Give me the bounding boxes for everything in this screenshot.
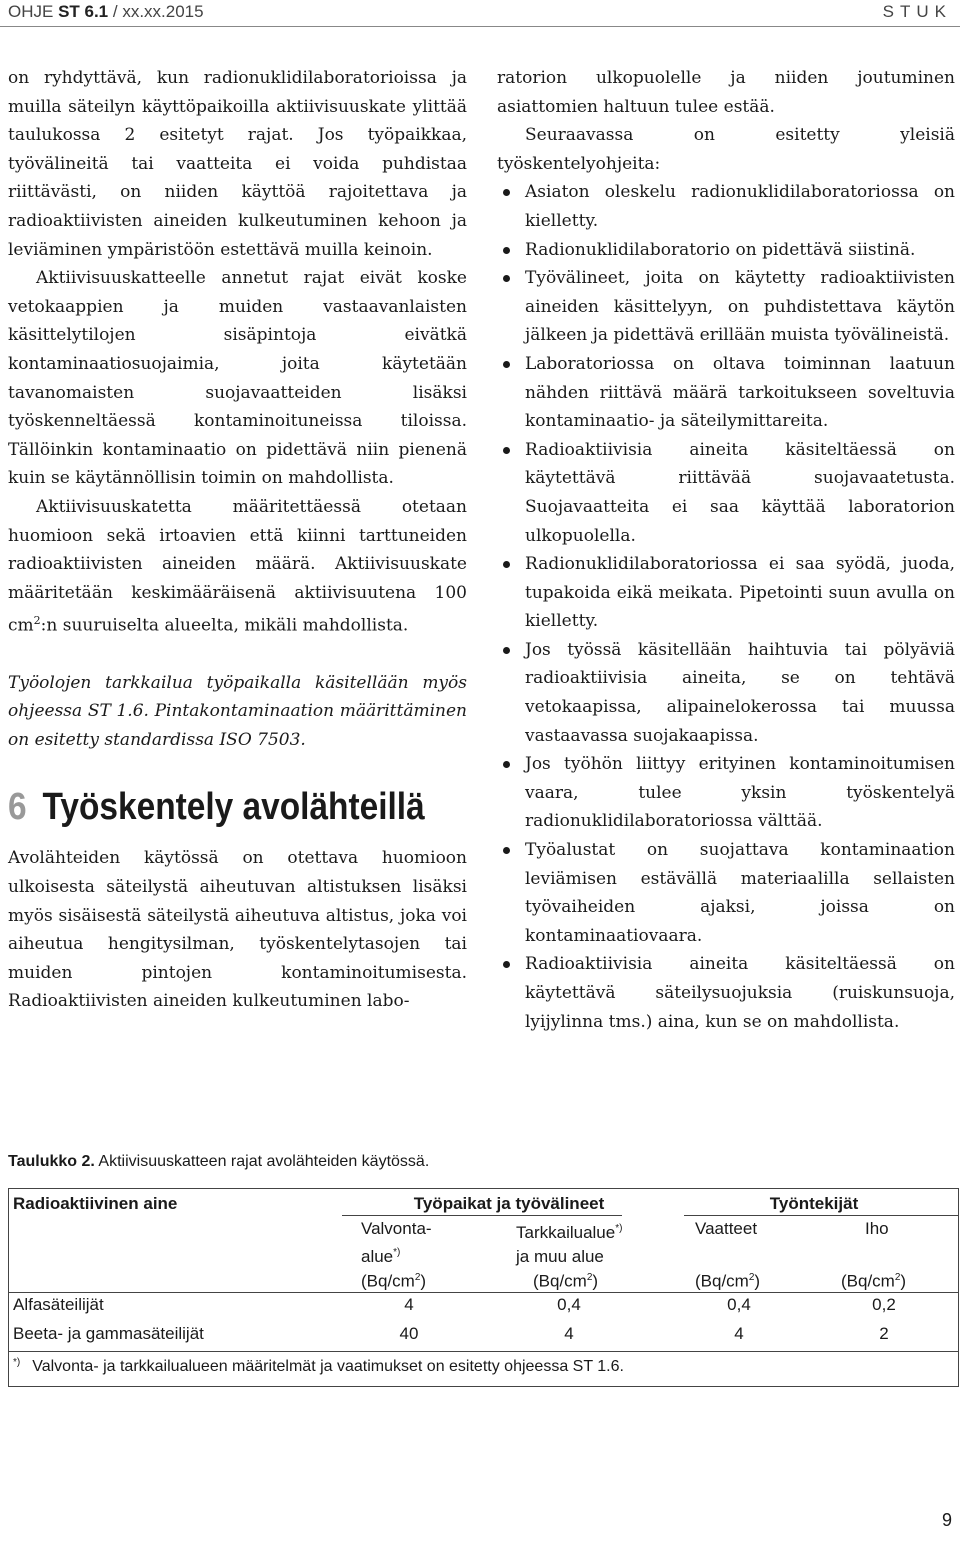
unit-sup: 2 (894, 1272, 901, 1283)
paragraph-text: Aktiivisuuskatetta määritettäessä otetaan huomioon sekä irtoavien että kiinni tarttuneiden radioaktiivisten aineiden määrä. Aktiivisuuskate määritetään keskimääräisenä aktiivisuutena 100 cm (8, 496, 467, 636)
list-item: Radioaktiivisia aineita käsiteltäessä on käytettävä säteilysuojuksia (ruiskunsuoja, lyijylinna tms.) aina, kun se on mahdollista. (497, 950, 955, 1036)
asterisk-mark: *) (615, 1223, 623, 1234)
unit-text: ) (420, 1271, 427, 1291)
unit-label (533, 1266, 598, 1294)
table-cell: 2 (879, 1324, 889, 1343)
header-divider (342, 1215, 622, 1216)
table-cell: 40 (399, 1324, 419, 1343)
list-item: Radionuklidilaboratoriossa ei saa syödä, juoda, tupakoida eikä meikata. Pipetointi suun avulla on kielletty. (497, 550, 955, 636)
list-item: Jos työhön liittyy erityinen kontaminoitumisen vaara, tulee yksin työskentelyä radionuklidilaboratoriossa välttää. (497, 750, 955, 836)
list-item: Asiaton oleskelu radionuklidilaboratoriossa on kielletty. (497, 178, 955, 235)
unit-sup: 2 (586, 1272, 593, 1283)
left-column (8, 64, 467, 1016)
header-publisher: STUK (882, 2, 952, 21)
unit-sup: 2 (414, 1272, 421, 1283)
paragraph: ratorion ulkopuolelle ja niiden joutuminen asiattomien haltuun tulee estää. (497, 68, 955, 117)
table-footnote (13, 1357, 624, 1376)
list-item: Jos työssä käsitellään haihtuvia tai pölyäviä radioaktiivisia aineita, se on tehtävä vetokaapissa, alipainelokerossa tai muussa vastaavassa suojakaapissa. (497, 636, 955, 750)
paragraph (8, 493, 467, 641)
table-caption-text: Aktiivisuuskatteen rajat avolähteiden käytössä. (94, 1153, 430, 1170)
table-caption (8, 1153, 429, 1171)
table-cell: 4 (404, 1295, 414, 1314)
paragraph: Aktiivisuuskatteelle annetut rajat eivät koske vetokaappien ja muiden vastaavanlaisten käsittelytilojen sisäpintoja eivätkä kontaminaatiosuojaimia, joita käytetään tavanomaisten suojavaatteiden lisäksi työskenneltäessä kontaminoituneissa tiloissa. Tällöinkin kontaminaatio on pidettävä niin pienenä kuin se käytännöllisin toimin on mahdollista. (8, 268, 467, 489)
subheader-skin: Iho (865, 1219, 889, 1238)
list-item: Työalustat on suojattava kontaminaation leviämisen estävällä materiaalilla sellaisten työvaiheiden ajaksi, joissa on kontaminaatiovaara. (497, 836, 955, 950)
header-date: / xx.xx.2015 (108, 2, 204, 21)
table-divider (9, 1351, 958, 1352)
footnote-text: Valvonta- ja tarkkailualueen määritelmät ja vaatimukset on esitetty ohjeessa ST 1.6. (32, 1358, 624, 1375)
subheader-line: ja muu alue (516, 1247, 604, 1266)
right-column (497, 64, 955, 1036)
superscript: 2 (33, 614, 41, 628)
unit-text: (Bq/cm (695, 1271, 749, 1291)
unit-text: ) (900, 1271, 907, 1291)
unit-sup: 2 (748, 1272, 755, 1283)
row-name: Beeta- ja gammasäteilijät (13, 1324, 204, 1343)
header-rule (0, 26, 960, 27)
table-divider (9, 1292, 958, 1293)
list-item: Radioaktiivisia aineita käsiteltäessä on käytettävä riittävää suojavaatetusta. Suojavaatteita ei saa käyttää laboratorion ulkopuolella. (497, 436, 955, 550)
reference-note: Työolojen tarkkailua työpaikalla käsitellään myös ohjeessa ST 1.6. Pintakontaminaation määrittäminen on esitetty standardissa ISO 7503. (8, 672, 467, 750)
subheader-line: Tarkkailualue (516, 1223, 616, 1242)
unit-label (695, 1266, 760, 1294)
header-divider (684, 1215, 959, 1216)
header-workers: Työntekijät (769, 1194, 859, 1213)
paragraph: Avolähteiden käytössä on otettava huomioon ulkoisesta säteilystä aiheutuvan altistuksen lisäksi myös sisäisestä säteilystä aiheutuva altistus, joka voi aiheutua hengitysilman, työskentelytasojen tai muiden pintojen kontaminoitumisesta. Radioaktiivisten aineiden kulkeutuminen labo- (8, 848, 467, 1012)
bullet-list (497, 178, 955, 1036)
subheader-control-area (361, 1217, 432, 1269)
page-header (0, 0, 960, 24)
unit-text: (Bq/cm (533, 1271, 587, 1291)
activity-limits-table (8, 1188, 959, 1387)
footnote-mark: *) (13, 1357, 21, 1368)
section-heading (8, 784, 425, 830)
list-item: Työvälineet, joita on käytetty radioaktiivisten aineiden käsittelyyn, on puhdistettava käytön jälkeen ja pidettävä erillään muista työvälineistä. (497, 264, 955, 350)
unit-label (361, 1266, 426, 1294)
unit-text: ) (592, 1271, 599, 1291)
unit-text: (Bq/cm (361, 1271, 415, 1291)
subheader-line: Valvonta- (361, 1219, 432, 1238)
subheader-line: alue (361, 1247, 394, 1266)
subheader-clothes: Vaatteet (695, 1219, 758, 1238)
paragraph: Seuraavassa on esitetty yleisiä työskentelyohjeita: (497, 125, 955, 174)
paragraph-text: :n suuruiselta alueelta, mikäli mahdollista. (40, 615, 409, 636)
header-workplaces: Työpaikat ja työvälineet (413, 1194, 605, 1213)
paragraph: on ryhdyttävä, kun radionuklidilaboratorioissa ja muilla säteilyn käyttöpaikoilla aktiivisuuskate ylittää taulukossa 2 esitetyt rajat. Jos työpaikkaa, työvälineitä tai vaatteita ei voida puhdistaa riittävästi, on niiden käyttöä rajoitettava ja radioaktiivisten aineiden kulkeutuminen kehoon ja leviäminen ympäristöön estettävä muilla keinoin. (8, 68, 467, 260)
table-cell: 0,2 (872, 1295, 896, 1314)
subheader-supervised-area (516, 1217, 622, 1269)
table-caption-label: Taulukko 2. (8, 1153, 95, 1170)
list-item: Laboratoriossa on oltava toiminnan laatuun nähden riittävä määrä tarkoitukseen soveltuvia kontaminaatio- ja säteilymittareita. (497, 350, 955, 436)
asterisk-mark: *) (393, 1247, 401, 1258)
unit-text: ) (754, 1271, 761, 1291)
table-cell: 4 (564, 1324, 574, 1343)
list-item: Radionuklidilaboratorio on pidettävä siistinä. (497, 236, 955, 265)
header-substance: Radioaktiivinen aine (13, 1194, 178, 1213)
header-doc-reference (8, 2, 204, 22)
header-doc-id: ST 6.1 (58, 2, 109, 21)
section-number: 6 (8, 786, 27, 829)
row-name: Alfasäteilijät (13, 1295, 104, 1314)
table-cell: 0,4 (557, 1295, 581, 1314)
header-prefix: OHJE (8, 2, 59, 21)
table-cell: 0,4 (727, 1295, 751, 1314)
page-number: 9 (941, 1510, 952, 1530)
table-cell: 4 (734, 1324, 744, 1343)
unit-text: (Bq/cm (841, 1271, 895, 1291)
section-title: Työskentely avolähteillä (42, 786, 425, 829)
unit-label (841, 1266, 906, 1294)
